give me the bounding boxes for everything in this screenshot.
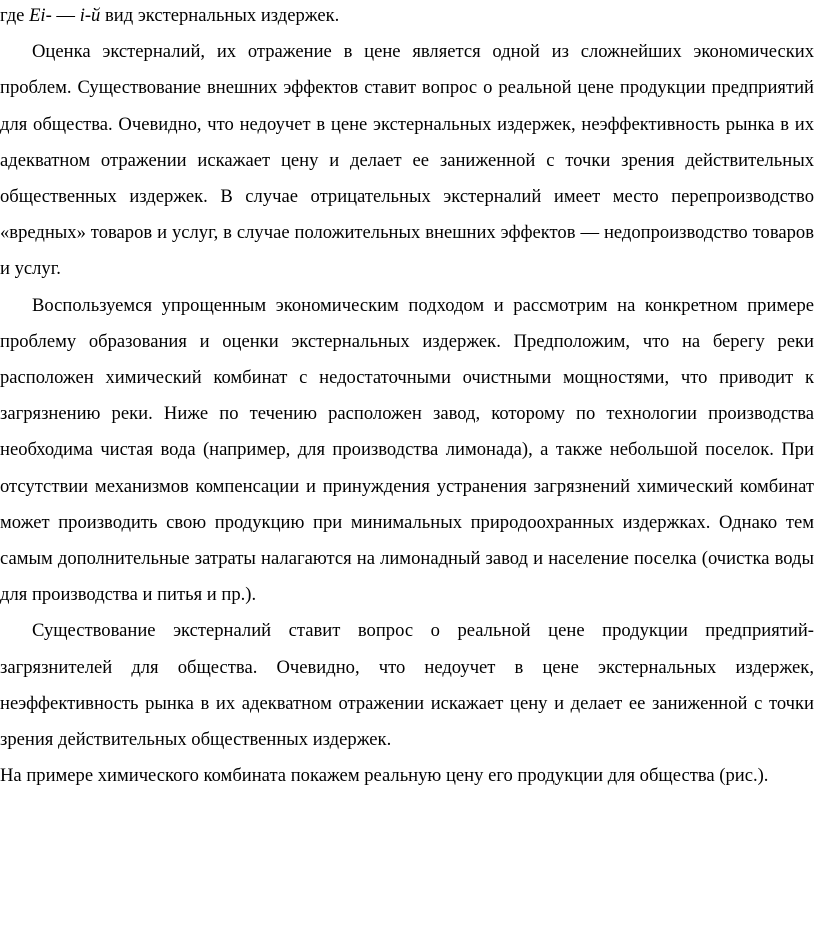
symbol-e: Ei [29,5,46,26]
intro-suffix: вид экстернальных издержек. [100,5,340,26]
paragraph-real-price: Существование экстерналий ставит вопрос о реальной цене продукции предприятий-загрязнителей для общества. Очевидно, что недоучет в цене экстернальных издержек, неэффективность рынка в их адекватном отражении искажает цену и делает ее заниженной с точки зрения действительных общественных издержек. [0,620,814,751]
paragraph-externalities-valuation: Оценка экстерналий, их отражение в цене является одной из сложнейших экономических проблем. Существование внешних эффектов ставит вопрос о реальной цене продукции предприятий для общества. Очевидно, что недоучет в цене экстернальных издержек, неэффективность рынка в их адекватном отражении искажает цену и делает ее заниженной с точки зрения действительных общественных издержек. В случае отрицательных экстерналий имеет место перепроизводство «вредных» товаров и услуг, в случае положительных внешних эффектов — недопроизводство товаров и услуг. [0,41,814,280]
paragraph-closing: На примере химического комбината покажем реальную цену его продукции для общества (рис.). [0,765,769,787]
symbol-i: i-й [79,5,101,26]
intro-prefix: где [0,5,30,26]
intro-dash: - — [45,5,80,26]
intro-line [0,0,814,34]
paragraph-chemical-plant-example: Воспользуемся упрощенным экономическим подходом и рассмотрим на конкретном примере проблему образования и оценки экстернальных издержек. Предположим, что на берегу реки расположен химический комбинат с недостаточными очистными мощностями, что приводит к загрязнению реки. Ниже по течению расположен завод, которому по технологии производства необходима чистая вода (например, для производства лимонада), а также небольшой поселок. При отсутствии механизмов компенсации и принуждения устранения загрязнений химический комбинат может производить свою продукцию при минимальных природоохранных издержках. Однако тем самым дополнительные затраты налагаются на лимонадный завод и население поселка (очистка воды для производства и питья и пр.). [0,294,814,606]
